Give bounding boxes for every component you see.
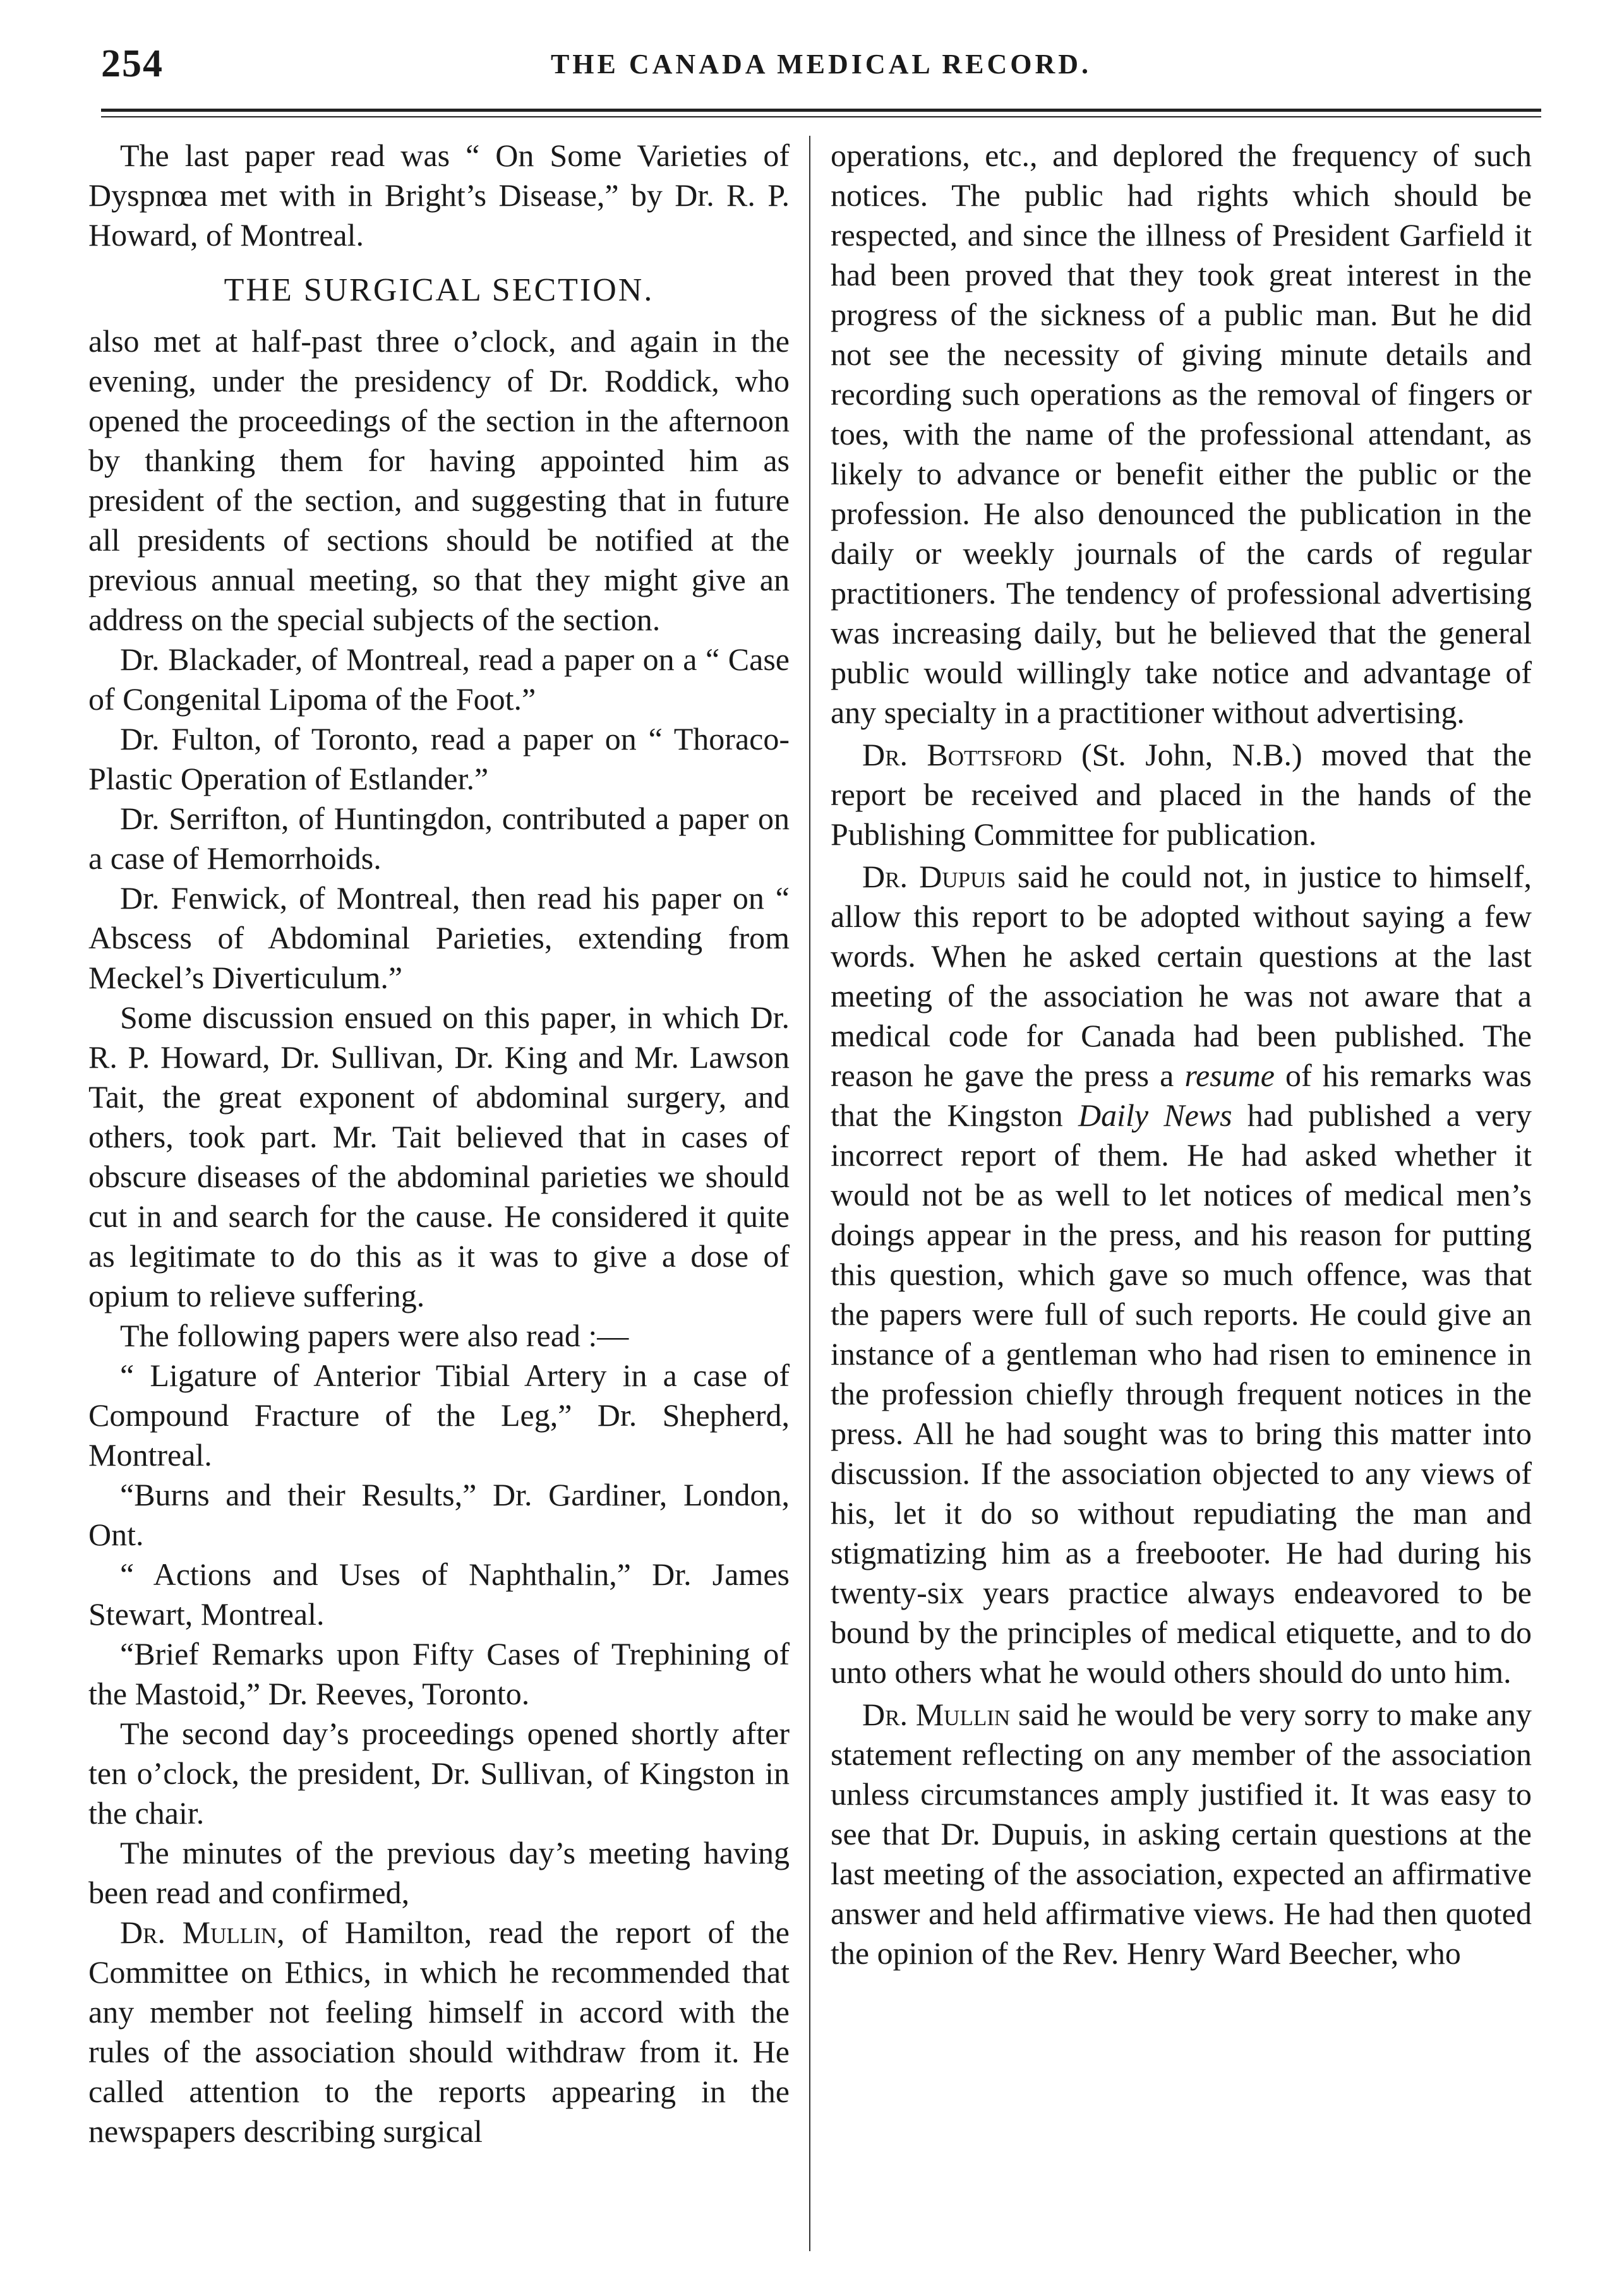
italic-word: resume xyxy=(1184,1058,1275,1093)
paragraph: The last paper read was “ On Some Varieties of Dyspnœa met with in Bright’s Disease,” by Dr. R. P. Howard, of Montreal. xyxy=(88,138,790,253)
speaker-name: Dr. Dupuis xyxy=(862,859,1006,894)
paragraph: “Burns and their Results,” Dr. Gardiner, London, Ont. xyxy=(88,1477,790,1552)
paragraph-text: said he would be very sorry to make any statement reflecting on any member of the association unless circumstances amply justified it. It was easy to see that Dr. Dupuis, in asking certain questions at the last meeting of the association, expected an affirmative answer and held affirmative views. He had then quoted the opinion of the Rev. Henry Ward Beecher, who xyxy=(831,1697,1532,1971)
paragraph: The following papers were also read :— xyxy=(120,1318,629,1353)
paragraph-text: of Hamilton, read the report of the Committee on Ethics, in which he recommended that any member not feeling himself in accord with the rules of the association should withdraw from it. He called attention to the reports appearing in the newspapers describing surgical xyxy=(88,1915,790,2149)
paragraph: Dr. Serrifton, of Huntingdon, contributed a paper on a case of Hemorrhoids. xyxy=(88,801,790,876)
paragraph xyxy=(831,1695,1532,1973)
page-number: 254 xyxy=(101,42,164,85)
paragraph: “Brief Remarks upon Fifty Cases of Trephining of the Mastoid,” Dr. Reeves, Toronto. xyxy=(88,1636,790,1711)
paragraph: “ Actions and Uses of Naphthalin,” Dr. James Stewart, Montreal. xyxy=(88,1557,790,1632)
left-column xyxy=(88,136,790,2151)
paragraph-text: said he could not, in justice to himself, allow this report to be adopted without saying a few words. When he asked certain questions at the last meeting of the association he was not aware that a medical code for Canada had been published. The reason he gave the press a xyxy=(831,859,1532,1093)
paragraph: Dr. Blackader, of Montreal, read a paper on a “ Case of Congenital Lipoma of the Foot.” xyxy=(88,642,790,717)
page-header xyxy=(101,37,1541,93)
column-divider xyxy=(809,136,810,2251)
paragraph: Dr. Fenwick, of Montreal, then read his paper on “ Abscess of Abdominal Parieties, extending from Meckel’s Diverticulum.” xyxy=(88,880,790,995)
paragraph-text: (St. John, N.B.) moved that the report be received and placed in the hands of the Publishing Committee for publication. xyxy=(831,737,1532,852)
header-rule-thick xyxy=(101,109,1541,112)
paragraph-text: had published a very incorrect report of them. He had asked whether it would not be as well to let notices of medical men’s doings appear in the press, and his reason for putting this question, which gave so much offence, was that the papers were full of such reports. He could give an instance of a gentleman who had risen to eminence in the profession chiefly through frequent notices in the press. All he had sought was to bring this matter into discussion. If the association objected to any views of his, let it do so without repudiating the man and stigmatizing him as a freebooter. He had during his twenty-six years practice always endeavored to be bound by the principles of medical etiquette, and to do unto others what he would others should do unto him. xyxy=(831,1097,1532,1690)
header-rule-thin xyxy=(101,116,1541,117)
paragraph: “ Ligature of Anterior Tibial Artery in a case of Compound Fracture of the Leg,” Dr. Shepherd, Montreal. xyxy=(88,1358,790,1473)
paragraph xyxy=(831,857,1532,1692)
speaker-name: Dr. Mullin xyxy=(862,1697,1011,1732)
paragraph-text: of his remarks was that the Kingston xyxy=(831,1058,1532,1133)
paragraph: operations, etc., and deplored the frequency of such notices. The public had rights which should be respected, and since the illness of President Garfield it had been proved that they took great interest in the progress of the sickness of a public man. But he did not see the necessity of giving minute details and recording such operations as the removal of fingers or toes, with the name of the professional attendant, as likely to advance or benefit either the public or the profession. He also denounced the publication in the daily or weekly journals of the cards of regular practitioners. The tendency of professional advertising was increasing daily, but he believed that the general public would willingly take notice and advantage of any specialty in a practitioner without advertising. xyxy=(831,138,1532,730)
speaker-name: Dr. Bottsford xyxy=(862,737,1062,772)
right-column xyxy=(831,136,1532,1973)
paragraph: The minutes of the previous day’s meeting having been read and confirmed, xyxy=(88,1835,790,1910)
running-title: THE CANADA MEDICAL RECORD. xyxy=(550,49,1092,80)
paragraph: The second day’s proceedings opened shortly after ten o’clock, the president, Dr. Sullivan, of Kingston in the chair. xyxy=(88,1716,790,1831)
paragraph: Dr. Fulton, of Toronto, read a paper on “ Thoraco-Plastic Operation of Estlander.” xyxy=(88,721,790,796)
newspaper-title: Daily News xyxy=(1078,1097,1232,1133)
paragraph xyxy=(831,735,1532,854)
paragraph: also met at half-past three o’clock, and again in the evening, under the presidency of Dr. Roddick, who opened the proceedings of the section in the afternoon by thanking them for having appointed him as president of the section, and suggesting that in future all presidents of sections should be notified at the previous annual meeting, so that they might give an address on the special subjects of the section. xyxy=(88,323,790,637)
section-heading: THE SURGICAL SECTION. xyxy=(224,272,654,308)
paragraph: Some discussion ensued on this paper, in which Dr. R. P. Howard, Dr. Sullivan, Dr. King and Mr. Lawson Tait, the great exponent of abdominal surgery, and others, took part. Mr. Tait believed that in cases of obscure diseases of the abdominal parieties we should cut in and search for the cause. He considered it quite as legitimate to do this as it was to give a dose of opium to relieve suffering. xyxy=(88,1000,790,1313)
speaker-name: Dr. Mullin, xyxy=(120,1915,285,1950)
paragraph xyxy=(88,1913,790,2151)
